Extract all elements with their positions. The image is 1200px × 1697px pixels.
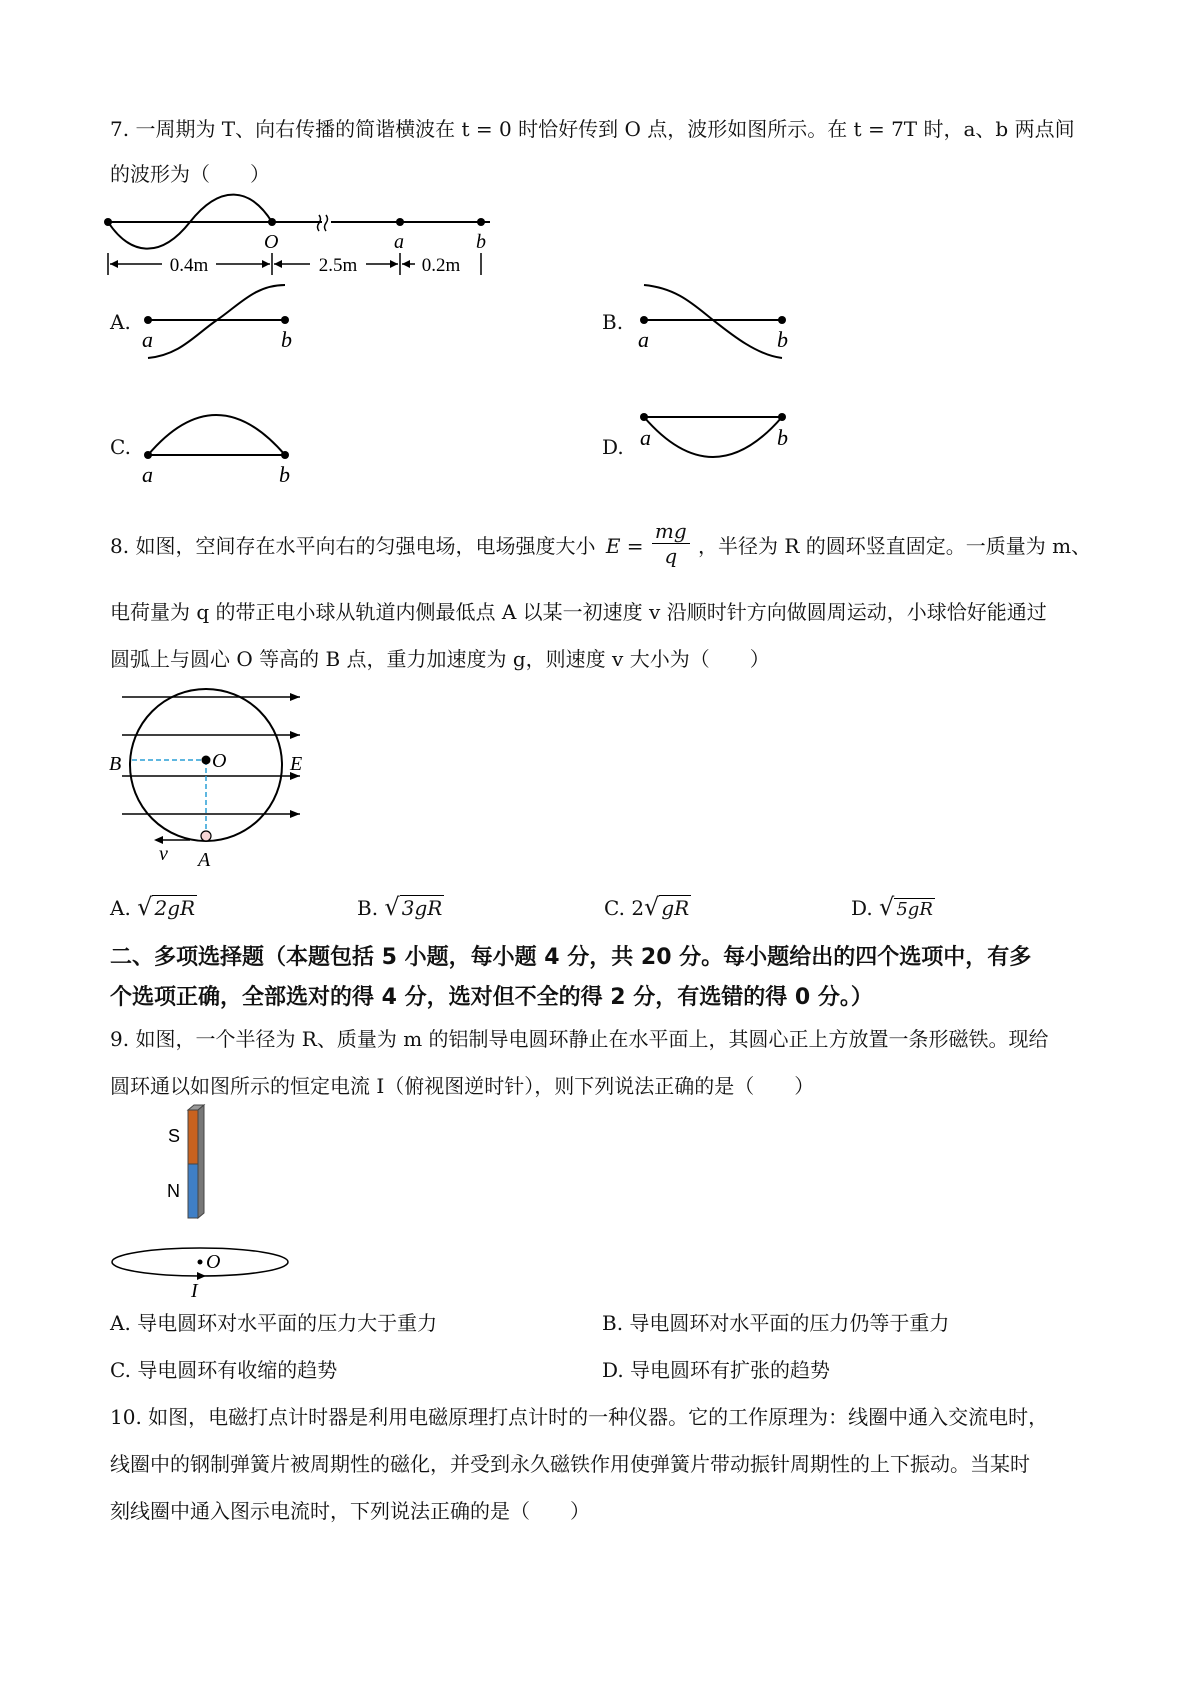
svg-text:a: a — [142, 462, 153, 487]
current-arrow-icon — [197, 1272, 206, 1280]
q7-label-a: a — [394, 231, 404, 253]
q8-label-O: O — [212, 750, 227, 772]
svg-text:a: a — [640, 425, 651, 450]
magnet-label-n: N — [167, 1181, 180, 1201]
q7-dim-0.4m: 0.4m — [169, 255, 209, 276]
q7-option-a-figure[interactable] — [140, 300, 310, 380]
q7-dim-0.2m: 0.2m — [421, 255, 461, 276]
q7-option-d-figure[interactable] — [632, 400, 802, 490]
q8-label-E: E — [290, 753, 303, 775]
q7-option-b-label[interactable]: B. — [602, 310, 624, 334]
svg-text:b: b — [279, 462, 290, 487]
svg-text:b: b — [281, 327, 292, 352]
q8-circle-field-figure — [100, 690, 340, 870]
q10-stem-line3: 刻线圈中通入图示电流时，下列说法正确的是（ ） — [110, 1499, 590, 1523]
q8-label-v: v — [159, 843, 168, 865]
q9-option-a[interactable]: A. 导电圆环对水平面的压力大于重力 — [110, 1311, 438, 1335]
q7-option-a-label[interactable]: A. — [110, 310, 131, 334]
q7-stem-line1: 7. 一周期为 T、向右传播的简谐横波在 t = 0 时恰好传到 O 点，波形如图所示。在 t = 7T 时，a、b 两点间 — [110, 117, 1075, 141]
q7-option-b-figure[interactable] — [632, 300, 802, 380]
q9-magnet-ring-figure — [100, 1105, 300, 1302]
q8-stem-line1: 8. 如图，空间存在水平向右的匀强电场，电场强度大小 E = $\frac{mg}{q}$ ，半径为 R 的圆环竖直固定。一质量为 m、 — [110, 519, 1092, 568]
q7-label-b: b — [476, 231, 486, 253]
q7-label-O: O — [264, 231, 279, 253]
q7-option-d-label[interactable]: D. — [602, 435, 624, 459]
q8-option-b[interactable]: B. √ 3gR — [357, 893, 443, 921]
q7-dim-2.5m: 2.5m — [318, 255, 358, 276]
magnet-label-s: S — [168, 1126, 181, 1146]
svg-text:a: a — [142, 327, 153, 352]
q8-label-B: B — [109, 753, 122, 775]
svg-text:a: a — [638, 327, 649, 352]
q8-label-A: A — [198, 849, 211, 871]
q8-stem-line3: 圆弧上与圆心 O 等高的 B 点，重力加速度为 g，则速度 v 大小为（ ） — [110, 647, 770, 671]
q10-stem-line1: 10. 如图，电磁打点计时器是利用电磁原理打点计时的一种仪器。它的工作原理为：线圈中通入交流电时， — [110, 1405, 1049, 1429]
section2-heading-line2: 个选项正确，全部选对的得 4 分，选对但不全的得 2 分，有选错的得 0 分。） — [110, 985, 873, 1010]
q9-option-b[interactable]: B. 导电圆环对水平面的压力仍等于重力 — [602, 1311, 950, 1335]
q8-option-d[interactable]: D. √ 5gR — [851, 893, 933, 921]
q9-label-I: I — [191, 1280, 198, 1302]
q9-stem-line2: 圆环通以如图所示的恒定电流 I（俯视图逆时针），则下列说法正确的是（ ） — [110, 1074, 815, 1098]
magnet-s-pole — [188, 1110, 198, 1164]
q7-option-c-label[interactable]: C. — [110, 435, 131, 459]
section2-heading-line1: 二、多项选择题（本题包括 5 小题，每小题 4 分，共 20 分。每小题给出的四个选项中，有多 — [110, 945, 1032, 970]
q9-option-d[interactable]: D. 导电圆环有扩张的趋势 — [602, 1358, 831, 1382]
q7-stem-line2: 的波形为（ ） — [110, 162, 270, 186]
q9-option-c[interactable]: C. 导电圆环有收缩的趋势 — [110, 1358, 338, 1382]
q8-option-c[interactable]: C. 2√ gR — [604, 893, 690, 921]
svg-text:b: b — [777, 327, 788, 352]
q7-wave-figure — [100, 205, 540, 295]
q8-fraction: $\frac{mg}{q}$ — [652, 519, 690, 568]
q9-label-O: O — [206, 1251, 221, 1273]
svg-text:b: b — [777, 425, 788, 450]
q10-stem-line2: 线圈中的钢制弹簧片被周期性的磁化，并受到永久磁铁作用使弹簧片带动振针周期性的上下振动。当某时 — [110, 1452, 1030, 1476]
magnet-n-pole — [188, 1164, 198, 1218]
q8-stem-line2: 电荷量为 q 的带正电小球从轨道内侧最低点 A 以某一初速度 v 沿顺时针方向做圆周运动，小球恰好能通过 — [110, 600, 1047, 624]
q9-stem-line1: 9. 如图，一个半径为 R、质量为 m 的铝制导电圆环静止在水平面上，其圆心正上方放置一条形磁铁。现给 — [110, 1027, 1049, 1051]
q7-option-c-figure[interactable] — [140, 400, 310, 490]
q8-option-a[interactable]: A. √ 2gR — [110, 893, 196, 921]
